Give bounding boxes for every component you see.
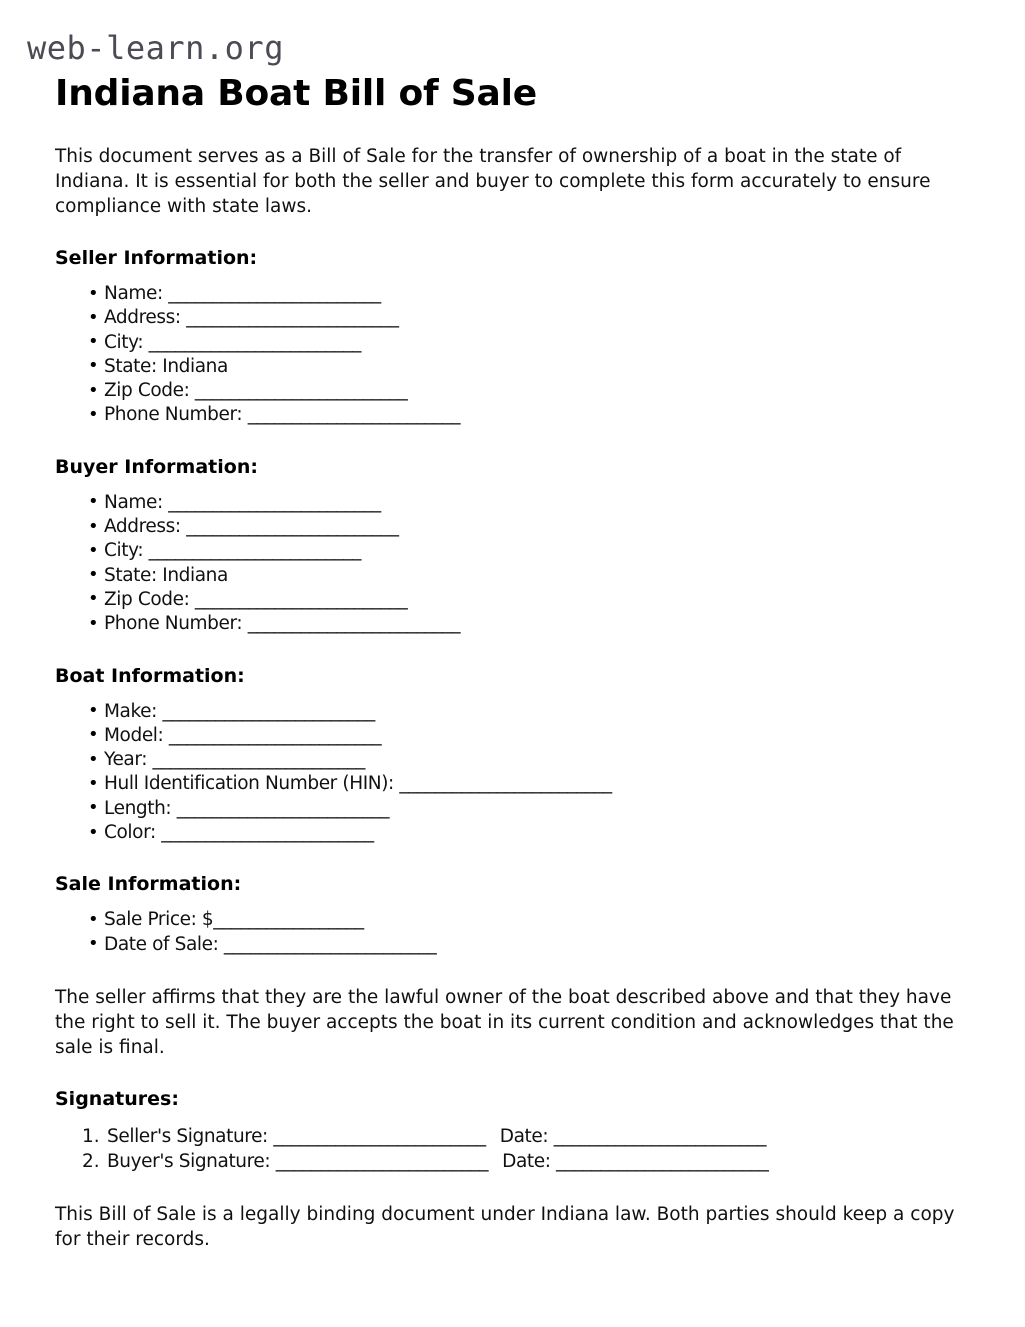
signatures-heading: Signatures:: [55, 1087, 179, 1110]
list-item: [88, 821, 969, 845]
seller-signature-field: Seller's Signature: ________________________: [107, 1125, 486, 1147]
signatures-list: [55, 1124, 969, 1174]
buyer-name-field: Name: ________________________: [104, 491, 381, 513]
list-item: [88, 748, 969, 772]
site-watermark: web-learn.org: [27, 29, 284, 67]
affirmation-paragraph: The seller affirms that they are the lawful owner of the boat described above and that they have the right to sell it. The buyer accepts the boat in its current condition and acknowledges that the sale is final.: [55, 986, 954, 1058]
list-item: [88, 355, 969, 379]
sale-price-field: Sale Price: $_________________: [104, 909, 364, 931]
buyer-information-heading: Buyer Information:: [55, 455, 258, 478]
list-item: [88, 933, 969, 957]
boat-length-field: Length: ________________________: [104, 797, 390, 819]
document-content: [0, 72, 1025, 1252]
closing-paragraph: This Bill of Sale is a legally binding document under Indiana law. Both parties should keep a copy for their records.: [55, 1203, 955, 1250]
page-title: Indiana Boat Bill of Sale: [55, 73, 537, 114]
boat-year-field: Year: ________________________: [104, 749, 365, 771]
list-item: [88, 612, 969, 636]
seller-name-field: Name: ________________________: [104, 283, 381, 304]
intro-paragraph: This document serves as a Bill of Sale for the transfer of ownership of a boat in the state of Indiana. It is essential for both the seller and buyer to complete this form accurately to ensure compliance with state laws.: [55, 146, 931, 217]
list-item: [88, 700, 969, 724]
boat-color-field: Color: ________________________: [104, 822, 374, 844]
list-item: [88, 588, 969, 612]
list-item: [88, 539, 969, 563]
seller-address-field: Address: ________________________: [104, 307, 399, 329]
buyer-state-field: State: Indiana: [104, 564, 228, 586]
boat-hin-field: Hull Identification Number (HIN): ________________________: [104, 773, 612, 795]
list-item: [88, 515, 969, 539]
seller-phone-number-field: Phone Number: ________________________: [104, 404, 461, 426]
list-item: [88, 772, 969, 796]
buyer-phone-number-field: Phone Number: ________________________: [104, 613, 461, 635]
buyer-information-list: [55, 491, 969, 637]
boat-information-heading: Boat Information:: [55, 664, 245, 687]
seller-signature-date-field: Date: ________________________: [499, 1125, 767, 1147]
buyer-address-field: Address: ________________________: [104, 516, 399, 538]
list-item: [88, 282, 969, 306]
boat-model-field: Model: ________________________: [104, 724, 382, 746]
list-item: [88, 564, 969, 588]
list-item: [88, 331, 969, 355]
list-item: [88, 724, 969, 748]
seller-information-list: [55, 282, 969, 428]
boat-make-field: Make: ________________________: [104, 700, 375, 722]
sale-information-list: [55, 908, 969, 957]
buyer-signature-date-field: Date: ________________________: [502, 1150, 769, 1172]
boat-information-list: [55, 700, 969, 846]
buyer-signature-field: Buyer's Signature: ________________________: [107, 1150, 489, 1172]
list-item: [88, 491, 969, 515]
list-item: [88, 797, 969, 821]
list-item: [82, 1149, 969, 1174]
list-item: [88, 908, 969, 932]
list-item: [82, 1124, 969, 1149]
seller-information-heading: Seller Information:: [55, 247, 258, 269]
seller-city-field: City: ________________________: [104, 331, 362, 353]
seller-zip-code-field: Zip Code: ________________________: [104, 380, 408, 402]
seller-state-field: State: Indiana: [104, 355, 228, 377]
sale-information-heading: Sale Information:: [55, 873, 242, 896]
buyer-city-field: City: ________________________: [104, 540, 362, 562]
list-item: [88, 306, 969, 330]
list-item: [88, 403, 969, 427]
buyer-zip-code-field: Zip Code: ________________________: [104, 588, 408, 610]
list-item: [88, 379, 969, 403]
date-of-sale-field: Date of Sale: ________________________: [104, 933, 437, 955]
